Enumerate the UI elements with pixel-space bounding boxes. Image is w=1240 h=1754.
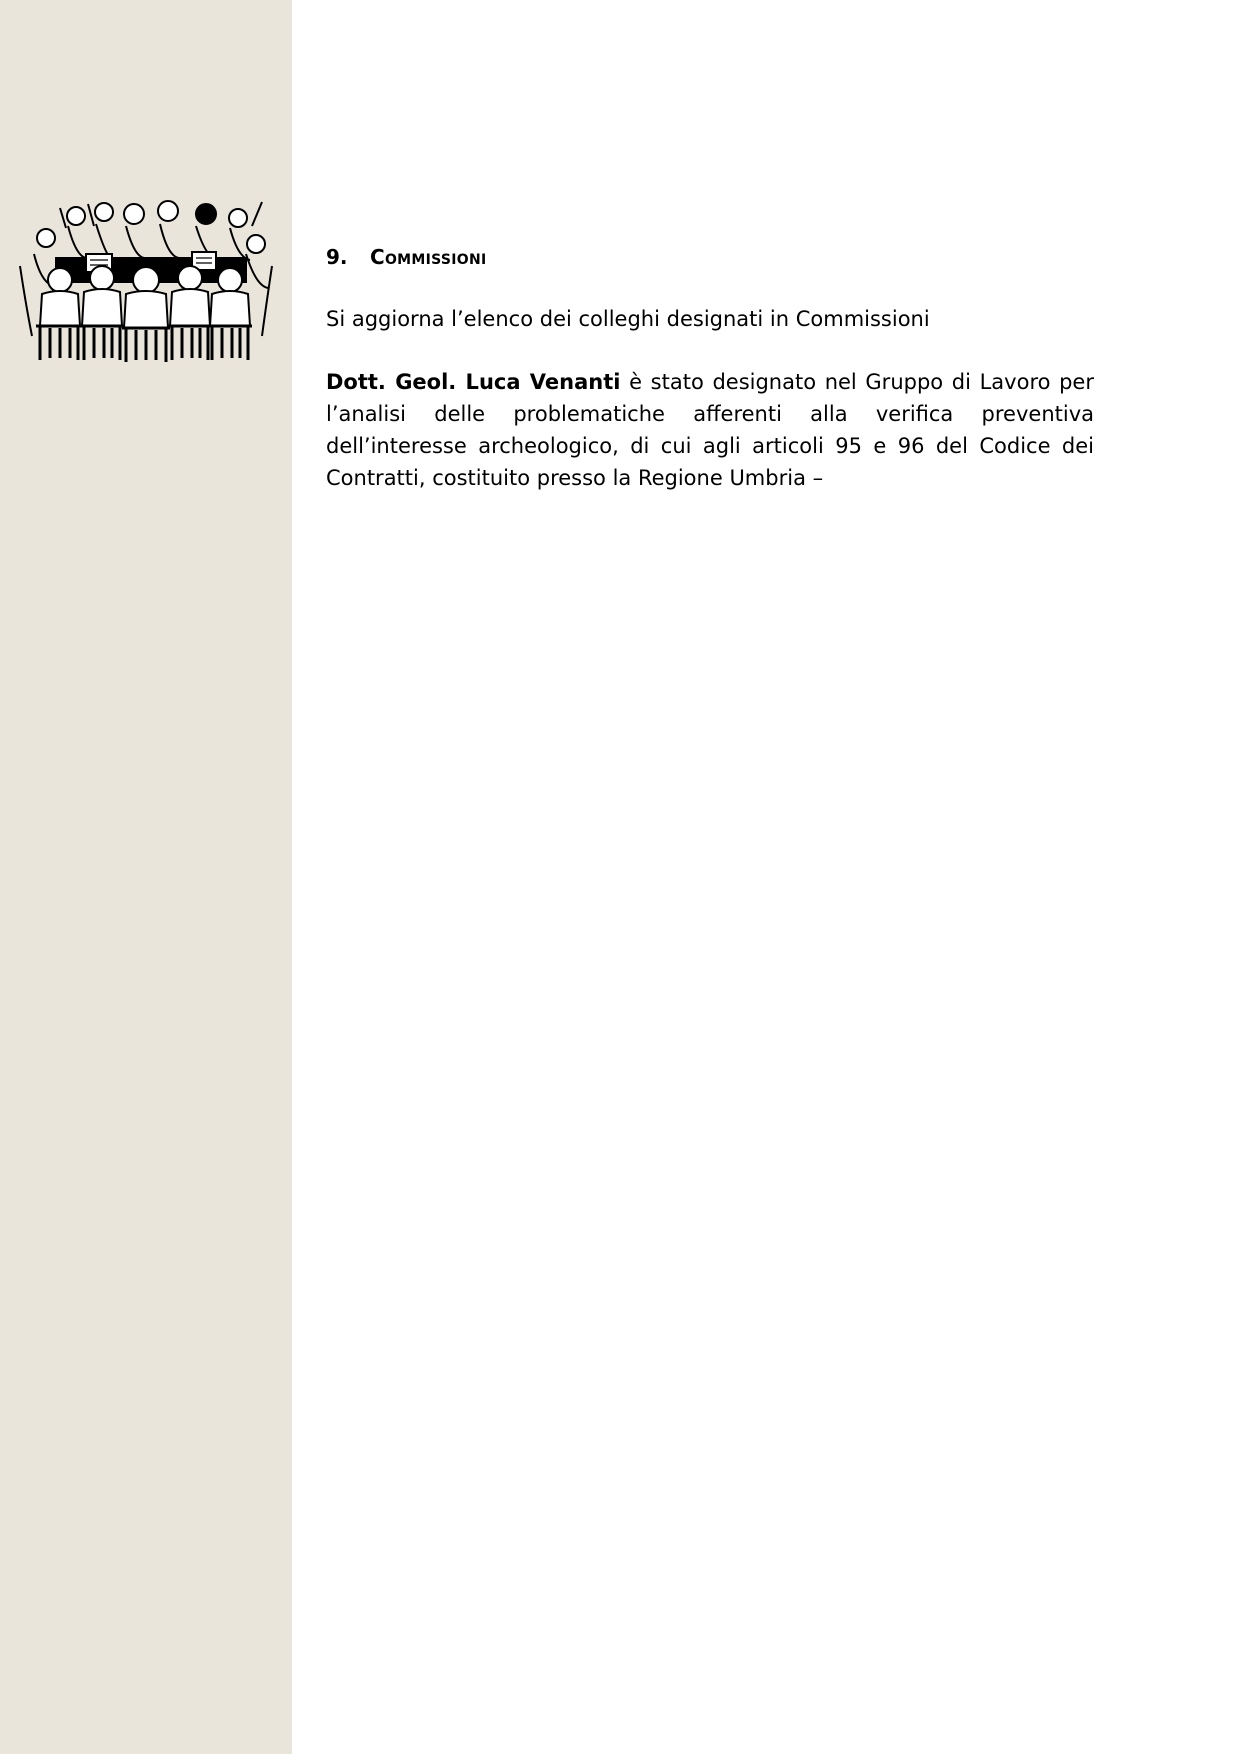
intro-paragraph: Si aggiorna l’elenco dei colleghi designati in Commissioni xyxy=(326,307,930,331)
section-title: Commissioni xyxy=(370,245,487,269)
section-heading xyxy=(326,240,1094,274)
designation-text: è stato designato nel Gruppo di Lavoro per l’analisi delle problematiche afferenti alla verifica preventiva dell’interesse archeologico, di cui agli articoli 95 e 96 del Codice dei Contratti, costituito presso la Regione Umbria – xyxy=(326,370,1094,490)
meeting-illustration-svg xyxy=(16,196,278,366)
designee-name: Dott. Geol. Luca Venanti xyxy=(326,370,621,394)
meeting-crowd-illustration xyxy=(16,196,278,366)
section-number: 9. xyxy=(326,245,348,269)
sidebar-panel xyxy=(0,0,292,1754)
designation-paragraph xyxy=(326,366,1094,494)
document-content xyxy=(326,240,1094,494)
